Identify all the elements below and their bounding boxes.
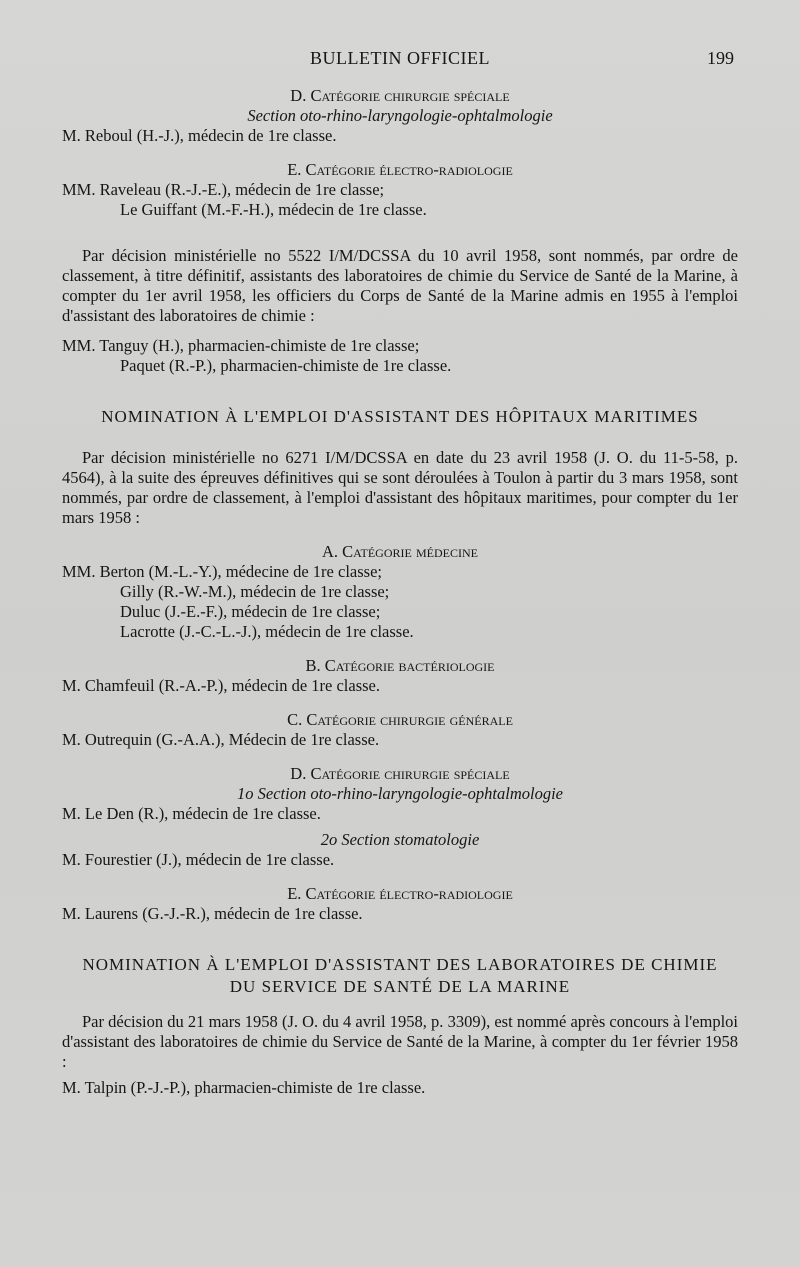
page-content: [62, 86, 738, 1098]
appointment-entry: M. Talpin (P.-J.-P.), pharmacien-chimiste de 1re classe.: [62, 1078, 426, 1097]
appointment-entry: M. Le Den (R.), médecin de 1re classe.: [62, 804, 321, 823]
category-heading: A. Catégorie médecine: [322, 542, 478, 561]
category-heading: E. Catégorie électro-radiologie: [287, 884, 513, 903]
category-heading: D. Catégorie chirurgie spéciale: [290, 764, 510, 783]
appointment-entry: M. Reboul (H.-J.), médecin de 1re classe.: [62, 126, 337, 145]
appointment-entry: MM. Berton (M.-L.-Y.), médecine de 1re classe;: [62, 562, 382, 581]
page-number: 199: [707, 48, 734, 68]
appointment-entry: MM. Raveleau (R.-J.-E.), médecin de 1re classe;: [62, 180, 385, 199]
appointment-entry: Le Guiffant (M.-F.-H.), médecin de 1re classe.: [120, 200, 427, 219]
appointment-entry: M. Laurens (G.-J.-R.), médecin de 1re classe.: [62, 904, 363, 923]
section-title-continued: DU SERVICE DE SANTÉ DE LA MARINE: [229, 977, 571, 996]
appointment-entry: M. Fourestier (J.), médecin de 1re classe.: [62, 850, 335, 869]
appointment-entry: Lacrotte (J.-C.-L.-J.), médecin de 1re classe.: [120, 622, 414, 641]
appointment-entry: Gilly (R.-W.-M.), médecin de 1re classe;: [120, 582, 390, 601]
section-heading: 1o Section oto-rhino-laryngologie-ophtalmologie: [237, 784, 563, 803]
decision-paragraph: Par décision ministérielle no 5522 I/M/DCSSA du 10 avril 1958, sont nommés, par ordre de classement, à titre définitif, assistants des laboratoires de chimie du Service de Santé de la Marine, à compter du 1er avril 1958, les officiers du Corps de Santé de la Marine admis en 1955 à l'emploi d'assistant des laboratoires de chimie :: [62, 246, 738, 325]
category-heading: E. Catégorie électro-radiologie: [287, 160, 513, 179]
appointment-entry: M. Outrequin (G.-A.A.), Médecin de 1re classe.: [62, 730, 380, 749]
bulletin-title: BULLETIN OFFICIEL: [310, 48, 490, 68]
category-heading: C. Catégorie chirurgie générale: [287, 710, 513, 729]
appointment-entry: Paquet (R.-P.), pharmacien-chimiste de 1re classe.: [120, 356, 452, 375]
section-title: NOMINATION À L'EMPLOI D'ASSISTANT DES LABORATOIRES DE CHIMIE: [82, 955, 718, 974]
appointment-entry: MM. Tanguy (H.), pharmacien-chimiste de 1re classe;: [62, 336, 420, 355]
decision-paragraph: Par décision ministérielle no 6271 I/M/DCSSA en date du 23 avril 1958 (J. O. du 11-5-58, p. 4564), à la suite des épreuves définitives qui se sont déroulées à Toulon à partir du 3 mars 1958, sont nommés, par ordre de classement, à l'emploi d'assistant des hôpitaux maritimes, pour compter du 1er mars 1958 :: [62, 448, 738, 527]
appointment-entry: Duluc (J.-E.-F.), médecin de 1re classe;: [120, 602, 381, 621]
section-heading: 2o Section stomatologie: [320, 830, 480, 849]
section-title: NOMINATION À L'EMPLOI D'ASSISTANT DES HÔPITAUX MARITIMES: [101, 407, 699, 426]
page-header: [62, 48, 738, 74]
section-heading: Section oto-rhino-laryngologie-ophtalmologie: [247, 106, 553, 125]
category-heading: D. Catégorie chirurgie spéciale: [290, 86, 510, 105]
category-heading: B. Catégorie bactériologie: [305, 656, 495, 675]
appointment-entry: M. Chamfeuil (R.-A.-P.), médecin de 1re classe.: [62, 676, 380, 695]
decision-paragraph: Par décision du 21 mars 1958 (J. O. du 4 avril 1958, p. 3309), est nommé après concours à l'emploi d'assistant des laboratoires de chimie du Service de Santé de la Marine, à compter du 1er février 1958 :: [62, 1012, 738, 1071]
